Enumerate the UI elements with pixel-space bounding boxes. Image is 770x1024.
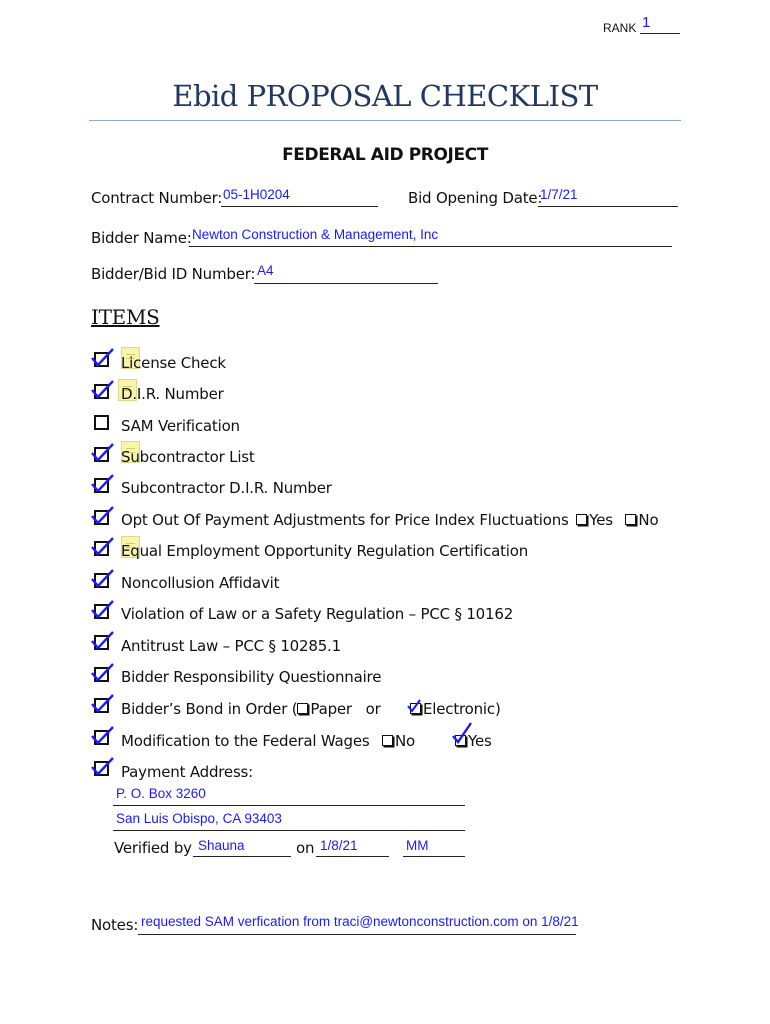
- item-label: Subcontractor List: [121, 448, 255, 466]
- item-label: Bidder Responsibility Questionnaire: [121, 668, 382, 686]
- option-yes[interactable]: Yes: [576, 511, 613, 529]
- page-title: Ebid PROPOSAL CHECKLIST: [172, 79, 598, 113]
- check-mark-icon: [91, 506, 115, 526]
- bidder-id-field[interactable]: A4: [257, 263, 274, 278]
- item-label: Bidder’s Bond in Order (: [121, 700, 298, 718]
- item-label: SAM Verification: [121, 417, 240, 435]
- rank-label: RANK: [603, 21, 637, 35]
- contract-number-field[interactable]: 05-1H0204: [223, 187, 290, 202]
- verified-by-underline: [193, 856, 291, 857]
- checkbox[interactable]: [94, 447, 109, 462]
- checkbox-icon[interactable]: [625, 514, 636, 525]
- rank-field[interactable]: 1: [642, 14, 651, 31]
- bidder-id-underline: [254, 283, 438, 284]
- check-mark-icon: [91, 537, 115, 557]
- check-mark-icon: [91, 663, 115, 683]
- on-label: on: [296, 839, 315, 857]
- check-mark-icon: [91, 443, 115, 463]
- checkbox[interactable]: [94, 698, 109, 713]
- items-heading: ITEMS: [91, 305, 160, 329]
- bidder-name-underline: [189, 246, 672, 247]
- item-label: Equal Employment Opportunity Regulation Certification: [121, 542, 529, 560]
- item-label: Violation of Law or a Safety Regulation – PCC § 10162: [121, 605, 514, 623]
- notes-label: Notes:: [91, 916, 139, 934]
- payment-address-line1-underline: [113, 805, 465, 806]
- checkbox-icon[interactable]: [410, 703, 421, 714]
- notes-field[interactable]: requested SAM verfication from traci@newtonconstruction.com on 1/8/21: [141, 914, 579, 929]
- check-mark-icon: [91, 631, 115, 651]
- option-paper[interactable]: Paper or: [297, 700, 380, 718]
- option-no[interactable]: No: [382, 732, 415, 750]
- bidder-id-label: Bidder/Bid ID Number:: [91, 265, 256, 283]
- option-electronic[interactable]: Electronic): [410, 700, 501, 718]
- option-no[interactable]: No: [625, 511, 658, 529]
- contract-number-label: Contract Number:: [91, 189, 223, 207]
- checkbox[interactable]: [94, 478, 109, 493]
- checkbox-icon[interactable]: [576, 514, 587, 525]
- bid-opening-date-field[interactable]: 1/7/21: [540, 187, 578, 202]
- checkbox[interactable]: [94, 510, 109, 525]
- item-label: Opt Out Of Payment Adjustments for Price Index Fluctuations: [121, 511, 569, 529]
- checkbox-icon[interactable]: [455, 735, 466, 746]
- check-mark-icon: [91, 694, 115, 714]
- bidder-name-field[interactable]: Newton Construction & Management, Inc: [192, 227, 439, 242]
- check-mark-icon: [91, 380, 115, 400]
- item-label: Modification to the Federal Wages: [121, 732, 370, 750]
- bidder-name-label: Bidder Name:: [91, 229, 192, 247]
- checkbox-icon[interactable]: [382, 735, 393, 746]
- checkbox[interactable]: [94, 604, 109, 619]
- verified-date-field[interactable]: 1/8/21: [320, 838, 358, 853]
- checkbox[interactable]: [94, 415, 109, 430]
- checkbox[interactable]: [94, 761, 109, 776]
- payment-address-line2-underline: [113, 830, 465, 831]
- check-mark-icon: [91, 569, 115, 589]
- rank-underline: [640, 33, 680, 34]
- item-label: Payment Address:: [121, 763, 254, 781]
- payment-address-line1[interactable]: P. O. Box 3260: [116, 786, 206, 801]
- check-mark-icon: [91, 726, 115, 746]
- item-label: License Check: [121, 354, 226, 372]
- checkbox[interactable]: [94, 352, 109, 367]
- bid-opening-date-label: Bid Opening Date:: [408, 189, 543, 207]
- item-label: Noncollusion Affidavit: [121, 574, 280, 592]
- check-mark-icon: [91, 348, 115, 368]
- checkbox[interactable]: [94, 541, 109, 556]
- initials-field[interactable]: MM: [406, 838, 429, 853]
- initials-underline: [403, 856, 465, 857]
- option-yes[interactable]: Yes: [455, 732, 492, 750]
- bid-opening-date-underline: [538, 206, 678, 207]
- check-mark-icon: [407, 699, 421, 713]
- item-label: Antitrust Law – PCC § 10285.1: [121, 637, 341, 655]
- verified-by-field[interactable]: Shauna: [198, 838, 245, 853]
- checkbox[interactable]: [94, 384, 109, 399]
- check-mark-icon: [91, 757, 115, 777]
- check-mark-icon: [91, 600, 115, 620]
- checkbox[interactable]: [94, 667, 109, 682]
- payment-address-line2[interactable]: San Luis Obispo, CA 93403: [116, 811, 282, 826]
- check-mark-icon: [452, 722, 472, 744]
- page-subtitle: FEDERAL AID PROJECT: [282, 145, 488, 165]
- checkbox[interactable]: [94, 635, 109, 650]
- item-label: D.I.R. Number: [121, 385, 224, 403]
- item-label: Subcontractor D.I.R. Number: [121, 479, 332, 497]
- checkbox-icon[interactable]: [297, 703, 308, 714]
- checkbox[interactable]: [94, 573, 109, 588]
- check-mark-icon: [91, 474, 115, 494]
- contract-number-underline: [221, 206, 378, 207]
- checkbox[interactable]: [94, 730, 109, 745]
- verified-date-underline: [316, 856, 389, 857]
- notes-underline: [138, 934, 576, 935]
- verified-by-label: Verified by: [114, 839, 192, 857]
- title-divider: [89, 120, 681, 121]
